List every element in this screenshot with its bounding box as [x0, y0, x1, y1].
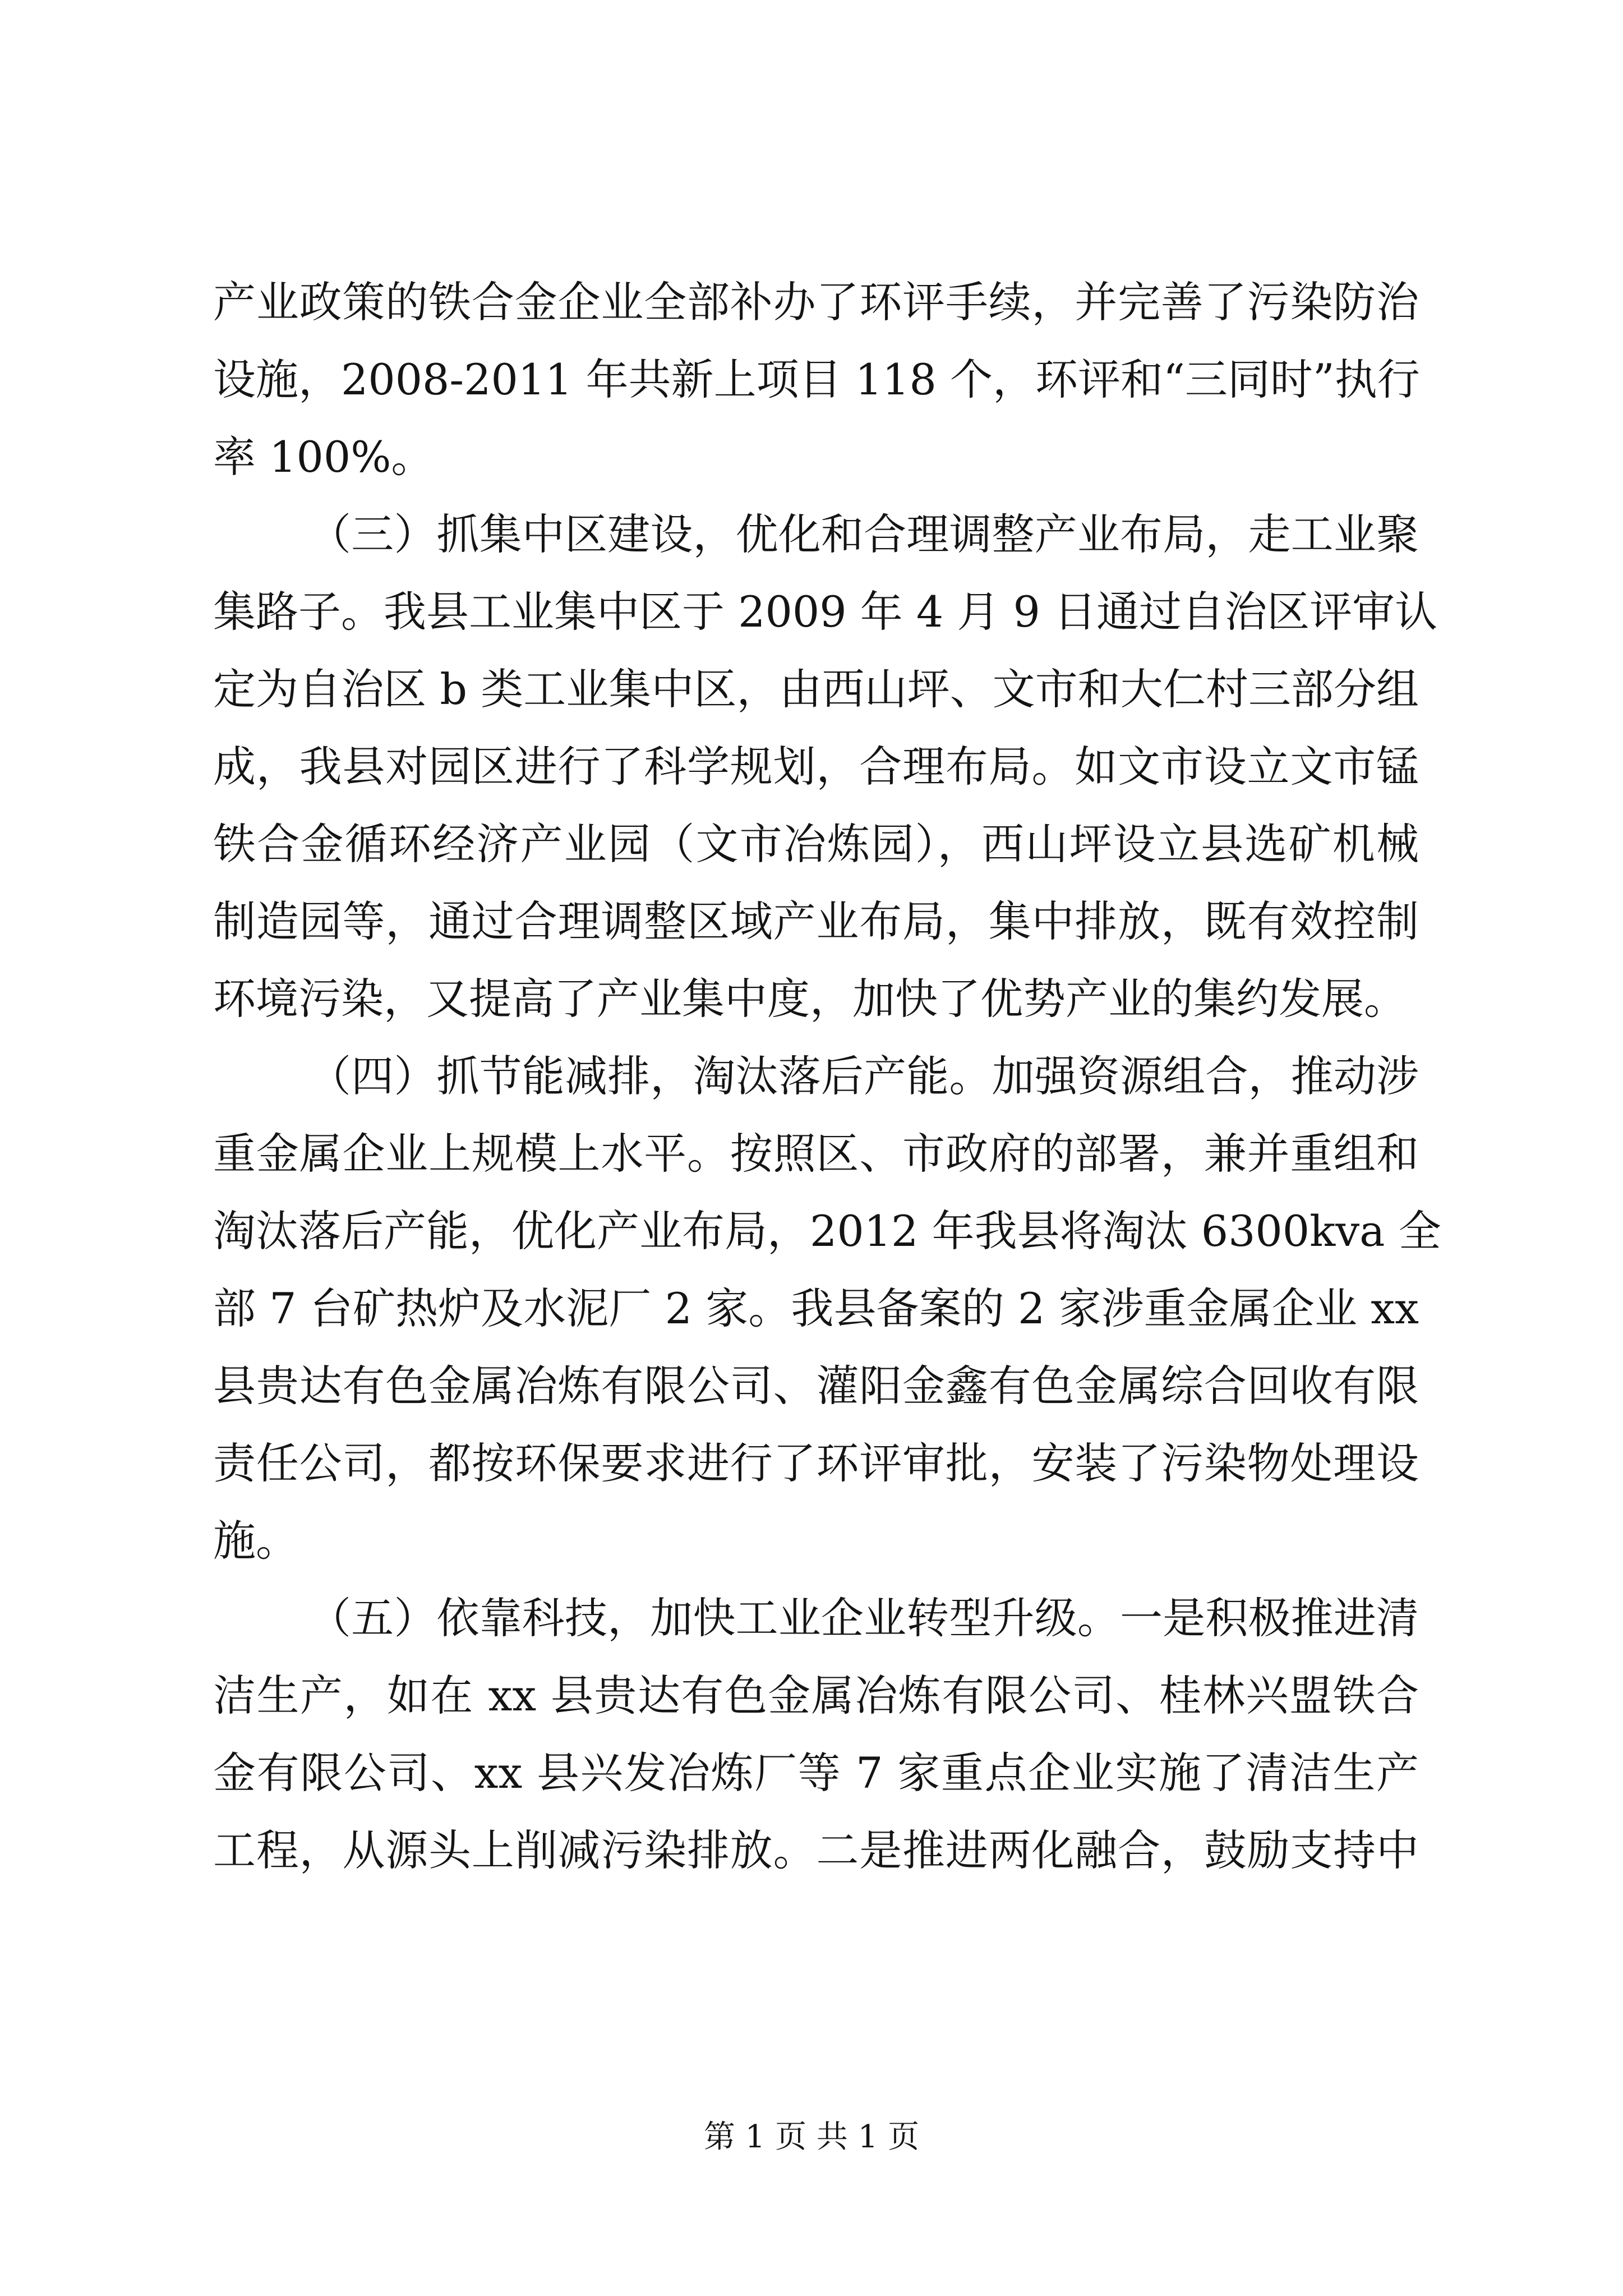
text-line: 县贵达有色金属冶炼有限公司、灌阳金鑫有色金属综合回收有限 — [213, 1361, 1419, 1411]
paragraph — [213, 264, 1419, 496]
text-line: 定为自治区 b 类工业集中区，由西山坪、文市和大仁村三部分组 — [213, 664, 1419, 714]
text-line: 责任公司，都按环保要求进行了环评审批，安装了污染物处理设 — [213, 1438, 1419, 1488]
text-line: 成，我县对园区进行了科学规划，合理布局。如文市设立文市锰 — [213, 742, 1419, 792]
text-line: 施。 — [213, 1516, 298, 1566]
text-line: 制造园等，通过合理调整区域产业布局，集中排放，既有效控制 — [213, 896, 1419, 946]
text-line: （三）抓集中区建设，优化和合理调整产业布局，走工业聚 — [308, 509, 1419, 559]
text-line: 产业政策的铁合金企业全部补办了环评手续，并完善了污染防治 — [213, 277, 1419, 327]
document-body — [213, 264, 1441, 1889]
text-line: 金有限公司、xx 县兴发冶炼厂等 7 家重点企业实施了清洁生产 — [213, 1748, 1419, 1798]
text-line: 环境污染，又提高了产业集中度，加快了优势产业的集约发展。 — [213, 974, 1407, 1024]
text-line: 率 100%。 — [213, 432, 434, 482]
text-line: 工程，从源头上削减污染排放。二是推进两化融合，鼓励支持中 — [213, 1825, 1419, 1875]
text-line: 集路子。我县工业集中区于 2009 年 4 月 9 日通过自治区评审认 — [213, 587, 1438, 637]
text-line: 重金属企业上规模上水平。按照区、市政府的部署，兼并重组和 — [213, 1129, 1419, 1179]
text-line: （五）依靠科技，加快工业企业转型升级。一是积极推进清 — [308, 1593, 1419, 1643]
text-line: 铁合金循环经济产业园（文市冶炼园），西山坪设立县选矿机械 — [213, 819, 1419, 869]
text-line: （四）抓节能减排，淘汰落后产能。加强资源组合，推动涉 — [308, 1051, 1419, 1101]
paragraph — [213, 496, 1438, 1038]
paragraph — [213, 1038, 1441, 1580]
text-line: 淘汰落后产能，优化产业布局，2012 年我县将淘汰 6300kva 全 — [213, 1206, 1441, 1256]
paragraph — [213, 1580, 1419, 1889]
page-footer — [0, 2115, 1623, 2160]
text-line: 洁生产，如在 xx 县贵达有色金属冶炼有限公司、桂林兴盟铁合 — [213, 1671, 1419, 1720]
text-line: 设施，2008-2011 年共新上项目 118 个，环评和“三同时”执行 — [213, 355, 1420, 404]
page-number-label: 第 1 页 共 1 页 — [703, 2119, 920, 2155]
text-line: 部 7 台矿热炉及水泥厂 2 家。我县备案的 2 家涉重金属企业 xx — [213, 1283, 1419, 1333]
